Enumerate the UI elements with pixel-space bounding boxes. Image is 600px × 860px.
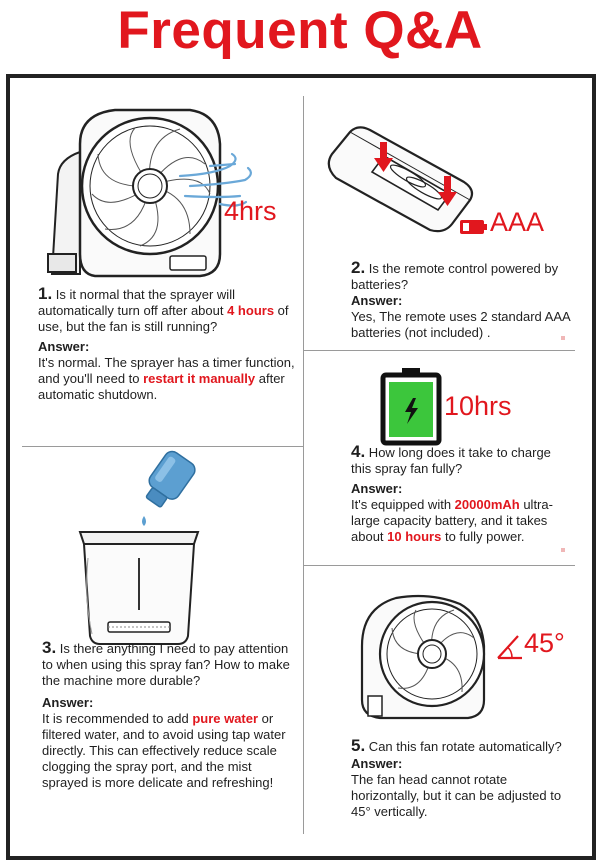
q3-block bbox=[42, 640, 292, 791]
divider-left bbox=[22, 446, 303, 447]
divider-right-2 bbox=[303, 565, 575, 566]
qa-panel bbox=[6, 74, 596, 860]
marker-dot bbox=[561, 548, 565, 552]
q2-answer-label: Answer: bbox=[351, 293, 403, 308]
q1-answer-label: Answer: bbox=[38, 339, 90, 354]
page-title: Frequent Q&A bbox=[117, 1, 483, 60]
q3-answer-label: Answer: bbox=[42, 695, 94, 710]
q1-badge: 4hrs bbox=[224, 196, 277, 226]
water-tank-illustration bbox=[74, 518, 204, 648]
q3-question: 3. Is there anything I need to pay attention to when using this spray fan? How to make the machine more durable? bbox=[42, 638, 290, 688]
q1-answer: It's normal. The sprayer has a timer function, and you'll need to restart it manually after automatic shutdown. bbox=[38, 355, 295, 402]
fan-illustration bbox=[40, 104, 290, 284]
q2-block bbox=[351, 260, 573, 341]
q4-question: 4. How long does it take to charge this spray fan fully? bbox=[351, 442, 551, 476]
q2-question: 2. Is the remote control powered by batteries? bbox=[351, 258, 559, 292]
marker-dot bbox=[561, 336, 565, 340]
q5-badge: 45° bbox=[524, 628, 565, 658]
q4-block bbox=[351, 444, 573, 545]
q4-answer: It's equipped with 20000mAh ultra-large capacity battery, and it takes about 10 hours to fully power. bbox=[351, 497, 553, 544]
q4-answer-label: Answer: bbox=[351, 481, 403, 496]
q5-answer-label: Answer: bbox=[351, 756, 403, 771]
fan-illustration bbox=[350, 588, 500, 726]
q5-block bbox=[351, 738, 573, 820]
divider-right-1 bbox=[303, 350, 575, 351]
q2-badge: AAA bbox=[490, 207, 545, 237]
q3-answer: It is recommended to add pure water or filtered water, and to avoid using tap water directly. This can effectively reduce scale clogging the spray port, and the mist sprayed is more delicate and refreshing! bbox=[42, 711, 286, 790]
q2-answer: Yes, The remote uses 2 standard AAA batteries (not included) . bbox=[351, 309, 570, 340]
q1-block bbox=[38, 286, 296, 403]
vertical-divider bbox=[303, 96, 304, 834]
q1-question: 1. Is it normal that the sprayer will automatically turn off after about 4 hours of use, but the fan is still running? bbox=[38, 284, 289, 334]
angle-icon bbox=[496, 634, 524, 660]
q5-question: 5. Can this fan rotate automatically? bbox=[351, 736, 562, 755]
remote-control-illustration bbox=[320, 112, 470, 232]
q4-badge: 10hrs bbox=[444, 391, 512, 421]
q5-answer: The fan head cannot rotate horizontally, but it can be adjusted to 45° vertically. bbox=[351, 772, 562, 819]
charging-battery-icon bbox=[380, 368, 442, 446]
battery-icon bbox=[460, 219, 488, 235]
